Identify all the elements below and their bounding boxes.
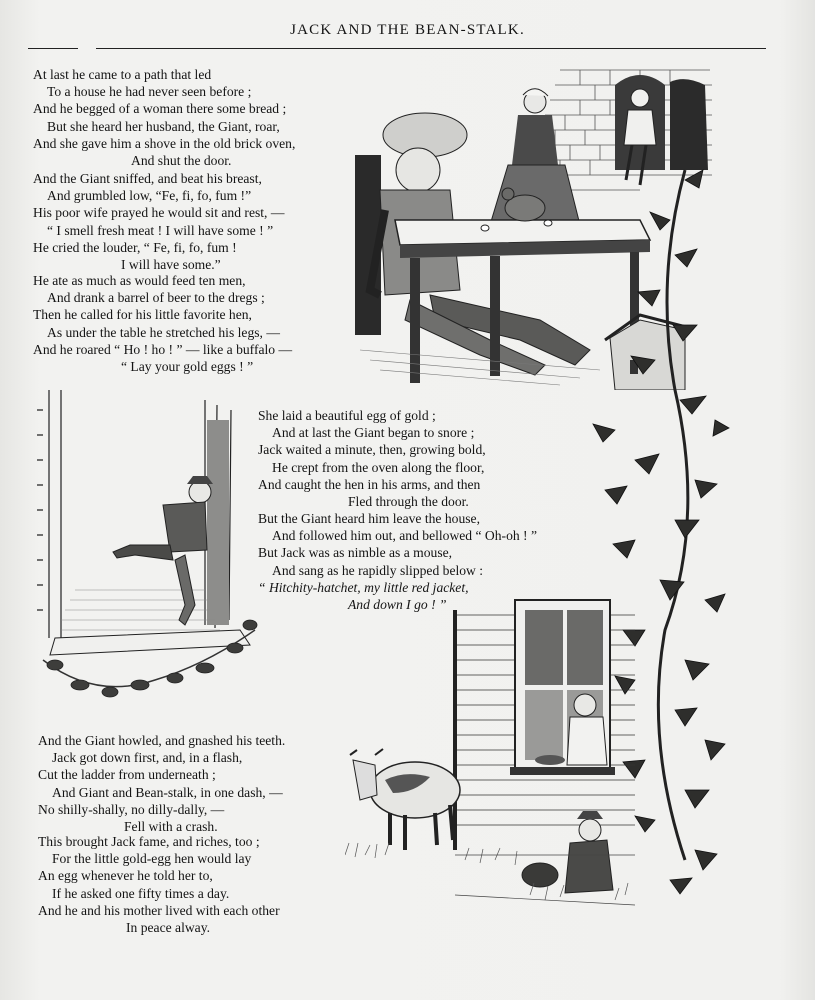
verse-line: Then he called for his little favorite hen, [33, 307, 252, 323]
verse-line: Fled through the door. [348, 494, 469, 510]
verse-line: And at last the Giant began to snore ; [272, 425, 475, 441]
verse-line: “ Lay your gold eggs ! ” [121, 359, 254, 375]
verse-line: He ate as much as would feed ten men, [33, 273, 246, 288]
verse-line: “ Hitchity-hatchet, my little red jacket, [258, 579, 469, 595]
verse-line: This brought Jack fame, and riches, too ; [38, 834, 260, 849]
verse-line: And followed him out, and bellowed “ Oh-oh ! ” [272, 528, 538, 544]
verse-line: I will have some.” [121, 257, 221, 273]
verse-line: And drank a barrel of beer to the dregs ; [47, 290, 265, 306]
verse-line: Fell with a crash. [124, 819, 218, 835]
verse-line: For the little gold-egg hen would lay [52, 851, 252, 867]
floor-shading [61, 590, 220, 630]
verse-line: And caught the hen in his arms, and then [258, 476, 481, 492]
verse-line: “ I smell fresh meat ! I will have some ! ” [47, 222, 274, 238]
verse-line: And down I go ! ” [348, 597, 447, 613]
verse-line: His poor wife prayed he would sit and rest, — [33, 205, 285, 221]
verse-line: Jack waited a minute, then, growing bold, [258, 442, 486, 458]
verse-line: No shilly-shally, no dilly-dally, — [38, 801, 225, 817]
verse-line: He crept from the oven along the floor, [272, 459, 485, 475]
verse-line: But she heard her husband, the Giant, roar, [47, 118, 280, 134]
jack-running [113, 476, 213, 625]
illustration-jack-running [35, 380, 265, 725]
verse-line: And shut the door. [131, 153, 232, 169]
verse-line: He cried the louder, “ Fe, fi, fo, fum ! [33, 239, 237, 255]
verse-line: If he asked one fifty times a day. [52, 885, 230, 901]
verse-stanza-4 [258, 407, 486, 510]
door-panel [207, 420, 229, 625]
verse-line: An egg whenever he told her to, [38, 868, 213, 884]
verse-line: She laid a beautiful egg of gold ; [258, 408, 436, 423]
verse-stanza-7 [38, 833, 280, 936]
verse-line: And the Giant sniffed, and beat his breast, [33, 171, 262, 186]
verse-line: And grumbled low, “Fe, fi, fo, fum !” [47, 188, 252, 204]
window-shutter [670, 79, 708, 170]
verse-stanza-2 [33, 170, 284, 273]
illustration-house-scene [345, 555, 635, 915]
jack-with-hen [522, 811, 613, 893]
house-corner [453, 610, 457, 850]
verse-stanza-3 [33, 272, 292, 375]
verse-line: And he and his mother lived with each other [38, 902, 280, 918]
verse-line: And the Giant howled, and gnashed his teeth. [38, 733, 286, 748]
running-header: JACK AND THE BEAN-STALK. [290, 22, 525, 38]
cow [350, 749, 460, 850]
verse-line: And he roared “ Ho ! ho ! ” — like a buffalo — [33, 341, 293, 357]
verse-line: And she gave him a shove in the old brick oven, [33, 135, 296, 151]
verse-stanza-6 [38, 732, 285, 835]
beanstalk-stem [658, 170, 688, 860]
verse-stanza-1 [33, 66, 295, 169]
verse-line: But Jack was as nimble as a mouse, [258, 545, 453, 561]
verse-line: And sang as he rapidly slipped below : [272, 562, 484, 578]
header-rule-left [28, 48, 78, 49]
verse-line: As under the table he stretched his legs, — [47, 324, 280, 340]
verse-line: And he begged of a woman there some bread ; [33, 101, 287, 117]
verse-line: Jack got down first, and, in a flash, [52, 750, 243, 766]
verse-line: But the Giant heard him leave the house, [258, 511, 480, 526]
verse-line: Cut the ladder from underneath ; [38, 767, 216, 783]
verse-line: And Giant and Bean-stalk, in one dash, — [52, 784, 283, 800]
verse-line: In peace alway. [126, 920, 211, 936]
verse-line: To a house he had never seen before ; [47, 84, 252, 100]
header-rule [96, 48, 766, 49]
verse-line: At last he came to a path that led [33, 67, 212, 82]
